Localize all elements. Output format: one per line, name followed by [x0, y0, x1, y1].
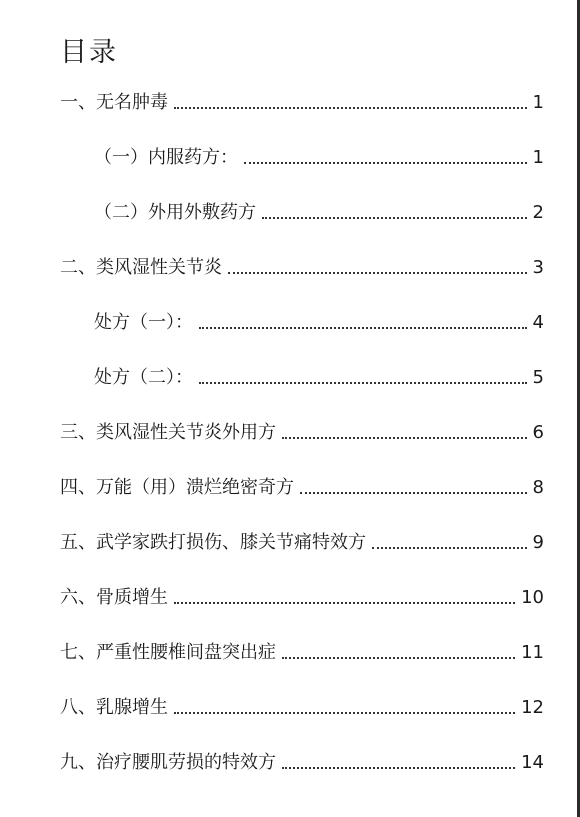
toc-page-number: 10: [521, 587, 544, 608]
dot-leader: [174, 106, 527, 109]
dot-leader: [282, 766, 515, 769]
dot-leader: [174, 711, 515, 714]
toc-entry: [60, 421, 544, 445]
toc-page-number: 4: [532, 312, 544, 333]
toc-entry: [94, 146, 544, 170]
toc-entry-label: 一、无名肿毒: [60, 92, 168, 113]
dot-leader: [199, 326, 527, 329]
toc-page-number: 8: [532, 477, 544, 498]
toc-entry-label: 八、乳腺增生: [60, 697, 168, 718]
toc-page-number: 2: [532, 202, 544, 223]
toc-page-number: 14: [521, 752, 544, 773]
toc-entry-label: 六、骨质增生: [60, 587, 168, 608]
toc-entry: [60, 476, 544, 500]
toc-entry-label: 处方（一）：: [94, 312, 193, 333]
dot-leader: [174, 601, 515, 604]
toc-entry: [60, 91, 544, 115]
toc-entry-label: 二、类风湿性关节炎: [60, 257, 222, 278]
page-title: 目录: [60, 37, 118, 68]
toc-entry: [94, 311, 544, 335]
dot-leader: [300, 491, 527, 494]
toc-entry: [60, 256, 544, 280]
dot-leader: [282, 436, 527, 439]
toc-entry: [60, 531, 544, 555]
dot-leader: [372, 546, 527, 549]
dot-leader: [228, 271, 527, 274]
toc-entry: [94, 201, 544, 225]
toc-entry-label: 九、治疗腰肌劳损的特效方: [60, 752, 276, 773]
toc-entry: [94, 366, 544, 390]
toc-page-number: 1: [532, 147, 544, 168]
toc-entry: [60, 696, 544, 720]
toc-entry: [60, 641, 544, 665]
dot-leader: [282, 656, 515, 659]
toc-entry: [60, 586, 544, 610]
toc-page-number: 3: [532, 257, 544, 278]
toc-entry-label: 四、万能（用）溃烂绝密奇方: [60, 477, 294, 498]
toc-entry: [60, 751, 544, 775]
toc-page-number: 12: [521, 697, 544, 718]
toc-entry-label: 处方（二）：: [94, 367, 193, 388]
toc-page-number: 9: [532, 532, 544, 553]
dot-leader: [244, 161, 527, 164]
toc-page-number: 1: [532, 92, 544, 113]
toc-entry-label: （二）外用外敷药方: [94, 202, 256, 223]
toc-entry-label: （一）内服药方：: [94, 147, 238, 168]
toc-entry-label: 三、类风湿性关节炎外用方: [60, 422, 276, 443]
toc-entry-label: 五、武学家跌打损伤、膝关节痛特效方: [60, 532, 366, 553]
toc-page-number: 6: [532, 422, 544, 443]
dot-leader: [199, 381, 527, 384]
toc-entry-label: 七、严重性腰椎间盘突出症: [60, 642, 276, 663]
dot-leader: [262, 216, 527, 219]
toc-page-number: 11: [521, 642, 544, 663]
toc-page-number: 5: [532, 367, 544, 388]
